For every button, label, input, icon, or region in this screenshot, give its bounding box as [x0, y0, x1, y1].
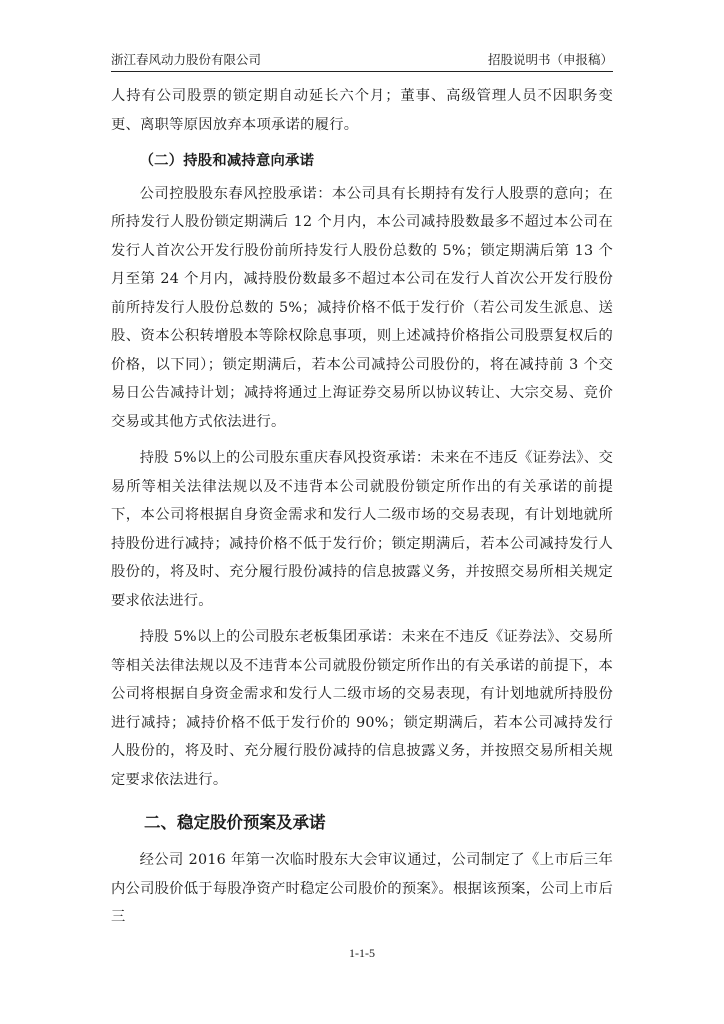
paragraph-continuation: 人持有公司股票的锁定期自动延长六个月；董事、高级管理人员不因职务变更、离职等原因放弃本项承诺的履行。 — [111, 88, 613, 133]
header-document-title: 招股说明书（申报稿） — [487, 52, 613, 67]
paragraph-stabilization-plan: 经公司 2016 年第一次临时股东大会审议通过，公司制定了《上市后三年内公司股价低于每股净资产时稳定公司股价的预案》。根据该预案，公司上市后三 — [111, 852, 613, 925]
paragraph-chongqing-chunfeng: 持股 5%以上的公司股东重庆春风投资承诺：未来在不违反《证券法》、交易所等相关法律法规以及不违背本公司就股份锁定所作出的有关承诺的前提下，本公司将根据自身资金需求和发行人二级市场的交易表现，有计划地就所持股份进行减持；减持价格不低于发行价；锁定期满后，若本公司减持发行人股份的，将及时、充分履行股份减持的信息披露义务，并按照交易所相关规定要求依法进行。 — [111, 450, 613, 609]
paragraph-laoban-group: 持股 5%以上的公司股东老板集团承诺：未来在不违反《证券法》、交易所等相关法律法规以及不违背本公司就股份锁定所作出的有关承诺的前提下，本公司将根据自身资金需求和发行人二级市场的交易表现，有计划地就所持股份进行减持；减持价格不低于发行价的 90%；锁定期满后，若本公司减持发行人股份的，将及时、充分履行股份减持的信息披露义务，并按照交易所相关规定要求依法进行。 — [111, 629, 613, 788]
page-number: 1-1-5 — [349, 946, 375, 960]
page-header — [111, 49, 613, 72]
page-body — [111, 82, 613, 932]
paragraph-controlling-shareholder: 公司控股股东春风控股承诺：本公司具有长期持有发行人股票的意向；在所持发行人股份锁定期满后 12 个月内，本公司减持股数最多不超过本公司在发行人首次公开发行股份前所持发行人股份总数的 5%；锁定期满后第 13 个月至第 24 个月内，减持股份数最多不超过本公司在发行人首次公开发行股份前所持发行人股份总数的 5%；减持价格不低于发行价（若公司发生派息、送股、资本公积转增股本等除权除息事项，则上述减持价格指公司股票复权后的价格，以下同）；锁定期满后，若本公司减持公司股份的，将在减持前 3 个交易日公告减持计划；减持将通过上海证券交易所以协议转让、大宗交易、竞价交易或其他方式依法进行。 — [111, 185, 613, 430]
subsection-heading: （二）持股和减持意向承诺 — [139, 153, 315, 169]
header-company-name: 浙江春风动力股份有限公司 — [111, 52, 262, 67]
section-heading: 二、稳定股价预案及承诺 — [144, 813, 326, 832]
